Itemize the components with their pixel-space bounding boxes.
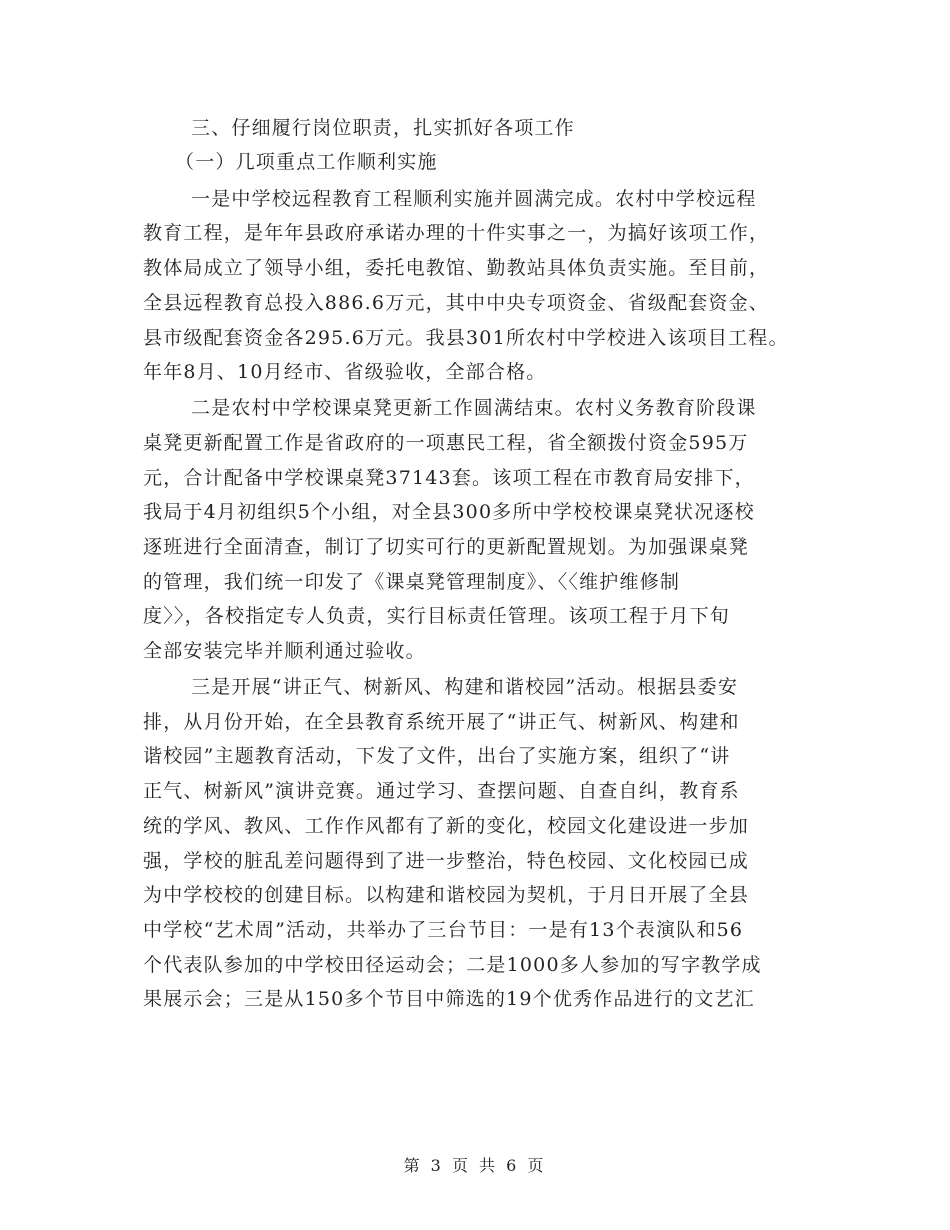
paragraph-line: 正气、树新风”演讲竞赛。通过学习、查摆问题、自查自纠，教育系 <box>143 780 740 802</box>
paragraph-line: 果展示会；三是从150多个节目中筛选的19个优秀作品进行的文艺汇 <box>143 988 755 1010</box>
subsection-heading: （一）几项重点工作顺利实施 <box>175 151 438 173</box>
paragraph-line: 中学校“艺术周”活动，共举办了三台节目：一是有13个表演队和56 <box>143 919 744 941</box>
section-heading: 三、仔细履行岗位职责，扎实抓好各项工作 <box>191 117 575 139</box>
paragraph-line: 桌凳更新配置工作是省政府的一项惠民工程，省全额拨付资金595万 <box>143 432 749 454</box>
paragraph-line: 我局于4月初组织5个小组，对全县300多所中学校校课桌凳状况逐校 <box>143 501 755 523</box>
paragraph-line: 统的学风、教风、工作作风都有了新的变化，校园文化建设进一步加 <box>143 815 750 837</box>
paragraph-line: 排，从月份开始，在全县教育系统开展了“讲正气、树新风、构建和 <box>143 711 740 733</box>
paragraph-line: 个代表队参加的中学校田径运动会；二是1000多人参加的写字教学成 <box>143 954 762 976</box>
paragraph-line: 三是开展“讲正气、树新风、构建和谐校园”活动。根据县委安 <box>191 676 739 698</box>
paragraph-line: 年年8月、10月经市、省级验收，全部合格。 <box>143 361 547 383</box>
paragraph-line: 全县远程教育总投入886.6万元，其中中央专项资金、省级配套资金、 <box>143 292 769 314</box>
page-number-footer: 第 3 页 共 6 页 <box>403 1156 547 1175</box>
paragraph-line: 度〉〉，各校指定专人负责，实行目标责任管理。该项工程于月下旬 <box>143 605 731 627</box>
paragraph-line: 二是农村中学校课桌凳更新工作圆满结束。农村义务教育阶段课 <box>191 397 757 419</box>
paragraph-line: 县市级配套资金各295.6万元。我县301所农村中学校进入该项目工程。 <box>143 327 789 349</box>
paragraph-line: 逐班进行全面清查，制订了切实可行的更新配置规划。为加强课桌凳 <box>143 536 750 558</box>
paragraph-line: 为中学校校的创建目标。以构建和谐校园为契机，于月日开展了全县 <box>143 884 750 906</box>
paragraph-line: 的管理，我们统一印发了《课桌凳管理制度》、〈〈维护维修制 <box>143 571 681 593</box>
paragraph-line: 元，合计配备中学校课桌凳37143套。该项工程在市教育局安排下， <box>143 467 755 489</box>
paragraph-line: 全部安装完毕并顺利通过验收。 <box>143 640 426 662</box>
paragraph-line: 教育工程，是年年县政府承诺办理的十件实事之一，为搞好该项工作， <box>143 222 770 244</box>
paragraph-line: 一是中学校远程教育工程顺利实施并圆满完成。农村中学校远程 <box>191 188 757 210</box>
paragraph-line: 谐校园”主题教育活动，下发了文件，出台了实施方案，组织了“讲 <box>143 745 731 767</box>
paragraph-line: 教体局成立了领导小组，委托电教馆、勤教站具体负责实施。至目前， <box>143 257 770 279</box>
paragraph-line: 强，学校的脏乱差问题得到了进一步整治，特色校园、文化校园已成 <box>143 850 750 872</box>
